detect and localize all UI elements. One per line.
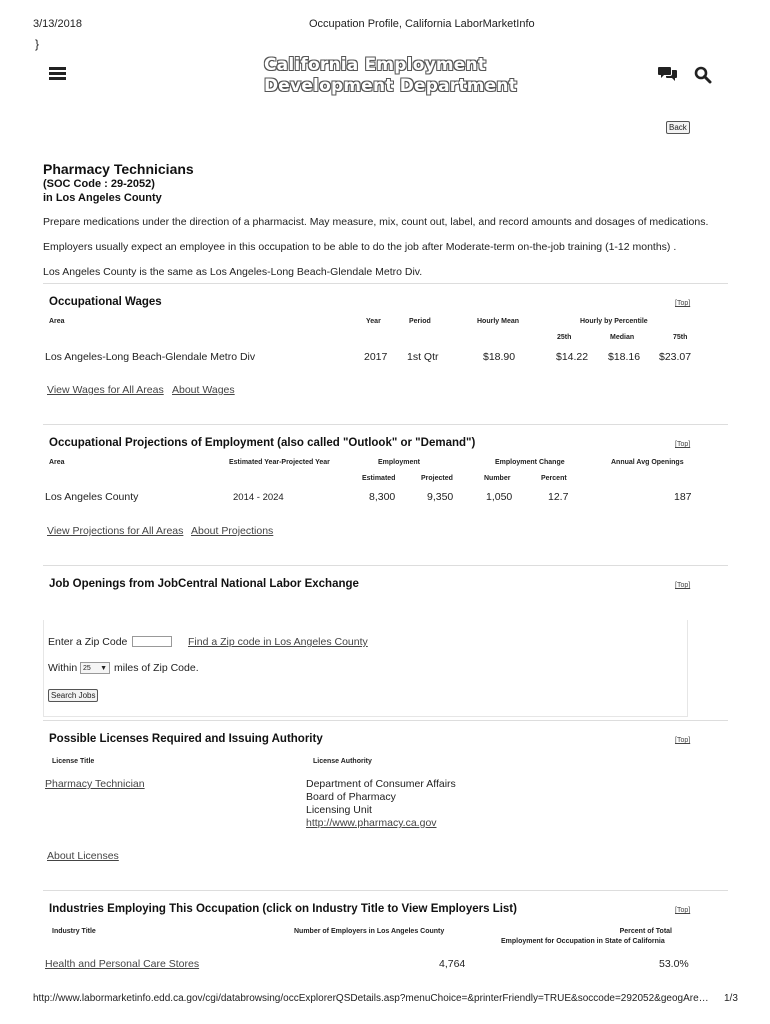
wages-col-hourly-mean: Hourly Mean	[477, 318, 520, 325]
wages-row-area: Los Angeles-Long Beach-Glendale Metro Div	[45, 351, 256, 363]
logo-line-2: Development Department	[264, 76, 517, 96]
search-icon[interactable]	[694, 66, 712, 89]
print-page-number: 1/3	[724, 993, 738, 1004]
proj-col-area: Area	[49, 459, 65, 466]
soc-code: (SOC Code : 29-2052)	[43, 178, 155, 190]
occupation-title: Pharmacy Technicians	[43, 161, 194, 177]
proj-row-percent: 12.7	[548, 491, 569, 503]
proj-row-years: 2014 - 2024	[233, 492, 284, 503]
licenses-section-title: Possible Licenses Required and Issuing Authority	[49, 733, 323, 745]
about-wages-link[interactable]: About Wages	[172, 384, 235, 396]
back-button[interactable]: Back	[666, 121, 690, 134]
miles-select[interactable]	[80, 662, 110, 674]
proj-col-number: Number	[484, 475, 511, 482]
chat-icon[interactable]	[658, 65, 678, 88]
proj-col-percent: Percent	[541, 475, 567, 482]
licenses-col-authority: License Authority	[313, 758, 372, 765]
proj-row-estimated: 8,300	[369, 491, 396, 503]
industries-section-title: Industries Employing This Occupation (click on Industry Title to View Employers List)	[49, 903, 517, 915]
projections-top-link[interactable]: [Top]	[675, 441, 691, 448]
print-url: http://www.labormarketinfo.edd.ca.gov/cgi/databrowsing/occExplorerQSDetails.asp?menuChoice=&printerFriendly=TRUE&soccode=292052&geogAre…	[33, 993, 709, 1004]
about-licenses-link[interactable]: About Licenses	[47, 850, 119, 862]
licenses-col-title: License Title	[52, 758, 95, 765]
section-divider	[43, 565, 728, 566]
wages-row-year: 2017	[364, 351, 388, 363]
industries-col-employers: Number of Employers in Los Angeles County	[294, 928, 445, 935]
wages-row-25th: $14.22	[556, 351, 589, 363]
hamburger-menu-icon[interactable]	[49, 67, 66, 81]
search-jobs-button[interactable]: Search Jobs	[48, 689, 98, 702]
chevron-down-icon: ▼	[100, 664, 107, 672]
industries-top-link[interactable]: [Top]	[675, 907, 691, 914]
view-projections-all-areas-link[interactable]: View Projections for All Areas	[47, 525, 184, 537]
proj-row-projected: 9,350	[427, 491, 454, 503]
wages-col-75th: 75th	[673, 334, 688, 341]
licenses-top-link[interactable]: [Top]	[675, 737, 691, 744]
wages-row-75th: $23.07	[659, 351, 692, 363]
section-divider	[43, 720, 728, 721]
industries-col-percent-sub: Employment for Occupation in State of California	[501, 938, 665, 945]
projections-section-title: Occupational Projections of Employment (also called "Outlook" or "Demand")	[49, 437, 476, 449]
job-openings-top-link[interactable]: [Top]	[675, 582, 691, 589]
proj-row-openings: 187	[674, 491, 692, 503]
about-projections-link[interactable]: About Projections	[191, 525, 274, 537]
occupation-description: Prepare medications under the direction of a pharmacist. May measure, mix, count out, label, and record amounts and dosages of medications.	[43, 216, 709, 228]
proj-col-years: Estimated Year-Projected Year	[229, 459, 330, 466]
license-authority-url-link[interactable]: http://www.pharmacy.ca.gov	[306, 817, 437, 829]
zip-code-input[interactable]	[132, 636, 172, 647]
section-divider	[43, 283, 728, 284]
view-wages-all-areas-link[interactable]: View Wages for All Areas	[47, 384, 164, 396]
proj-col-openings: Annual Avg Openings	[611, 459, 684, 466]
wages-col-by-percentile: Hourly by Percentile	[580, 318, 648, 325]
proj-row-area: Los Angeles County	[45, 491, 139, 503]
wages-col-area: Area	[49, 318, 65, 325]
proj-col-employment: Employment	[378, 459, 421, 466]
training-note: Employers usually expect an employee in this occupation to be able to do the job after Moderate-term on-the-job training (1-12 months) .	[43, 241, 677, 253]
license-authority-line-2: Board of Pharmacy	[306, 791, 396, 803]
occupation-area: in Los Angeles County	[43, 192, 162, 204]
wages-col-median: Median	[610, 334, 635, 341]
section-divider	[43, 890, 728, 891]
industry-row-percent: 53.0%	[659, 958, 689, 970]
wages-top-link[interactable]: [Top]	[675, 300, 691, 307]
zip-code-label: Enter a Zip Code	[48, 636, 128, 648]
section-divider	[43, 424, 728, 425]
industry-row-employers: 4,764	[439, 958, 466, 970]
wages-col-year: Year	[366, 318, 381, 325]
wages-row-median: $18.16	[608, 351, 641, 363]
within-label: Within	[48, 662, 78, 674]
job-openings-section-title: Job Openings from JobCentral National Labor Exchange	[49, 578, 359, 590]
edd-logo[interactable]	[264, 55, 517, 97]
license-authority-line-1: Department of Consumer Affairs	[306, 778, 456, 790]
wages-row-period: 1st Qtr	[407, 351, 439, 363]
industry-health-personal-care-link[interactable]: Health and Personal Care Stores	[45, 958, 200, 970]
wages-section-title: Occupational Wages	[49, 296, 162, 308]
proj-col-change: Employment Change	[495, 459, 565, 466]
proj-col-projected: Projected	[421, 475, 453, 482]
logo-line-1: California Employment	[264, 55, 487, 75]
license-pharmacy-technician-link[interactable]: Pharmacy Technician	[45, 778, 145, 790]
license-authority-line-3: Licensing Unit	[306, 804, 372, 816]
proj-row-number: 1,050	[486, 491, 513, 503]
print-date: 3/13/2018	[33, 18, 82, 30]
wages-col-period: Period	[409, 318, 431, 325]
wages-row-mean: $18.90	[483, 351, 516, 363]
stray-text: }	[35, 37, 40, 51]
miles-label: miles of Zip Code.	[114, 662, 199, 674]
wages-col-25th: 25th	[557, 334, 572, 341]
industries-col-title: Industry Title	[52, 928, 96, 935]
print-title: Occupation Profile, California LaborMarketInfo	[309, 18, 535, 30]
industries-col-percent: Percent of Total	[619, 928, 672, 935]
proj-col-estimated: Estimated	[362, 475, 396, 482]
area-note: Los Angeles County is the same as Los Angeles-Long Beach-Glendale Metro Div.	[43, 266, 423, 278]
miles-select-value: 25	[83, 664, 91, 672]
find-zip-code-link[interactable]: Find a Zip code in Los Angeles County	[188, 636, 368, 648]
